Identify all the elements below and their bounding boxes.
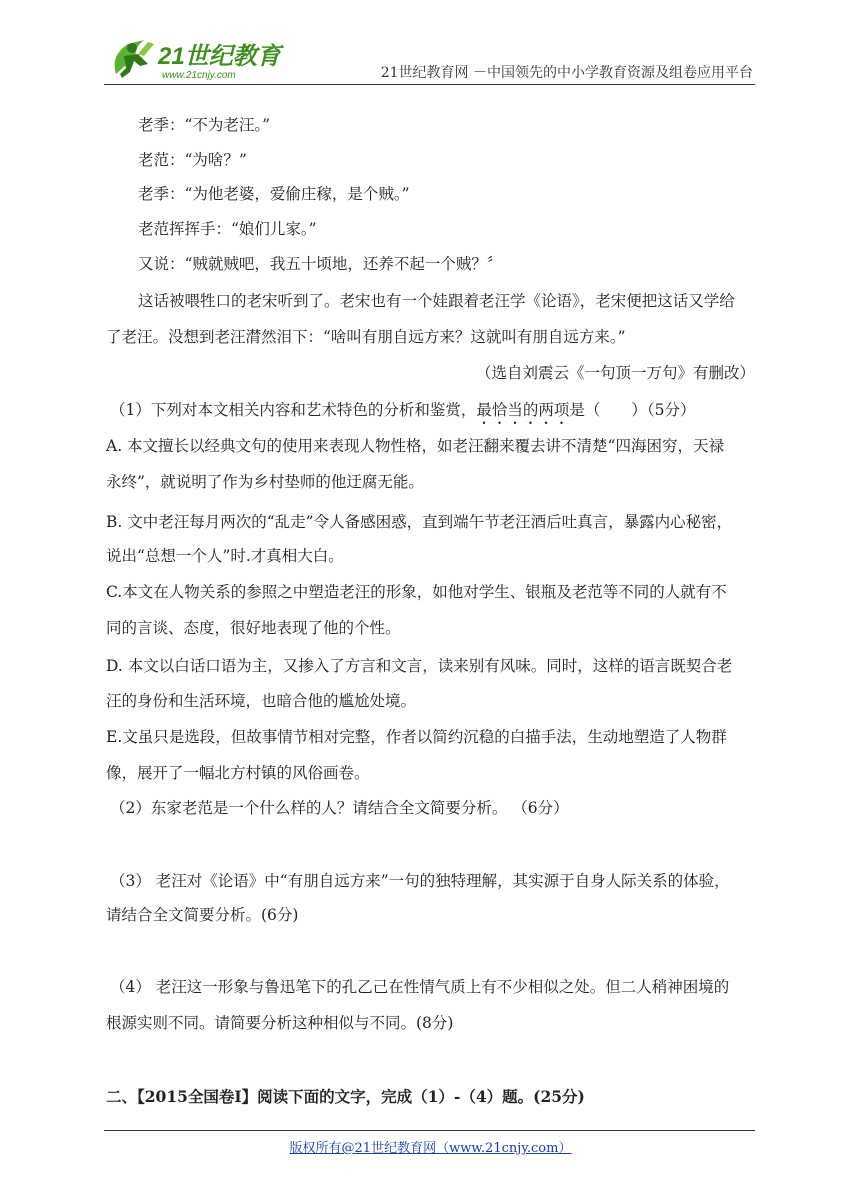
option-c-line2: 同的言谈、态度，很好地表现了他的个性。 [106,619,401,637]
option-a-line1: A. 本文擅长以经典文句的使用来表现人物性格，如老汪翻来覆去讲不清楚“四海困穷，天禄 [106,437,724,455]
question-2: （2）东家老范是一个什么样的人？请结合全文简要分析。 （6分） [110,799,569,817]
option-b-line1: B. 文中老汪每月两次的“乱走”令人备感困惑，直到端午节老汪酒后吐真言，暴露内心秘密， [106,513,733,531]
option-d-line2: 汪的身份和生活环境，也暗合他的尴尬处境。 [106,692,417,710]
site-logo [104,34,294,86]
section-heading: 二、【2015全国卷Ⅰ】阅读下面的文字，完成（1）-（4）题。(25分) [106,1087,585,1106]
question-4-line2: 根源实则不同。请简要分析这种相似与不同。(8分) [106,1014,454,1032]
paragraph-line: 这话被喂牲口的老宋听到了。老宋也有一个娃跟着老汪学《论语》，老宋便把这话又学给 [138,292,735,310]
option-e-line2: 像，展开了一幅北方村镇的风俗画卷。 [106,764,370,782]
runner-logo-icon [104,34,294,86]
svg-text:21世纪教育: 21世纪教育 [158,43,281,70]
question-3-line1: （3） 老汪对《论语》中“有朋自远方来”一句的独特理解，其实源于自身人际关系的体验， [110,872,730,890]
option-e-line1: E.文虽只是选段，但故事情节相对完整，作者以简约沉稳的白描手法，生动地塑造了人物群 [106,728,727,746]
dialogue-line: 又说：“贼就贼吧，我五十顷地，还养不起一个贼？〞 [138,255,503,273]
option-d-line1: D. 本文以白话口语为主，又掺入了方言和文言，读来别有风味。同时，这样的语言既契合老 [106,657,733,675]
q1-emphasis: 最恰当的两项 [476,401,570,419]
question-3-line2: 请结合全文简要分析。(6分) [106,906,299,924]
dialogue-line: 老季：“不为老汪。” [138,116,271,134]
dialogue-line: 老范挥挥手：“娘们儿家。” [138,220,317,238]
footer-divider [104,1130,755,1131]
site-tagline: 21世纪教育网 －中国领先的中小学教育资源及组卷应用平台 [380,65,753,81]
question-4-line1: （4） 老汪这一形象与鲁迅笔下的孔乙己在性情气质上有不少相似之处。但二人稍神困境的 [110,978,730,996]
source-citation: （选自刘震云《一句顶一万句》有删改） [475,364,755,382]
dialogue-line: 老范：“为啥？” [138,151,247,169]
footer-copyright-link[interactable]: 版权所有@21世纪教育网（www.21cnjy.com） [289,1141,572,1156]
question-1 [110,393,760,428]
q1-prefix: （1）下列对本文相关内容和艺术特色的分析和鉴赏， [110,401,477,419]
option-b-line2: 说出“总想一个人”时.才真相大白。 [106,547,344,565]
header-divider [104,84,755,85]
dialogue-line: 老季：“为他老婆，爱偷庄稼，是个贼。” [138,185,410,203]
q1-suffix: 是（ ）（5分） [569,401,696,419]
option-c-line1: C.本文在人物关系的参照之中塑造老汪的形象，如他对学生、银瓶及老范等不同的人就有不 [106,583,727,601]
svg-text:www.21cnjy.com: www.21cnjy.com [162,70,236,81]
option-a-line2: 永终”，就说明了作为乡村垫师的他迂腐无能。 [106,473,424,491]
paragraph-line: 了老汪。没想到老汪潸然泪下：“啥叫有朋自远方来？这就叫有朋自远方来。” [106,328,626,346]
